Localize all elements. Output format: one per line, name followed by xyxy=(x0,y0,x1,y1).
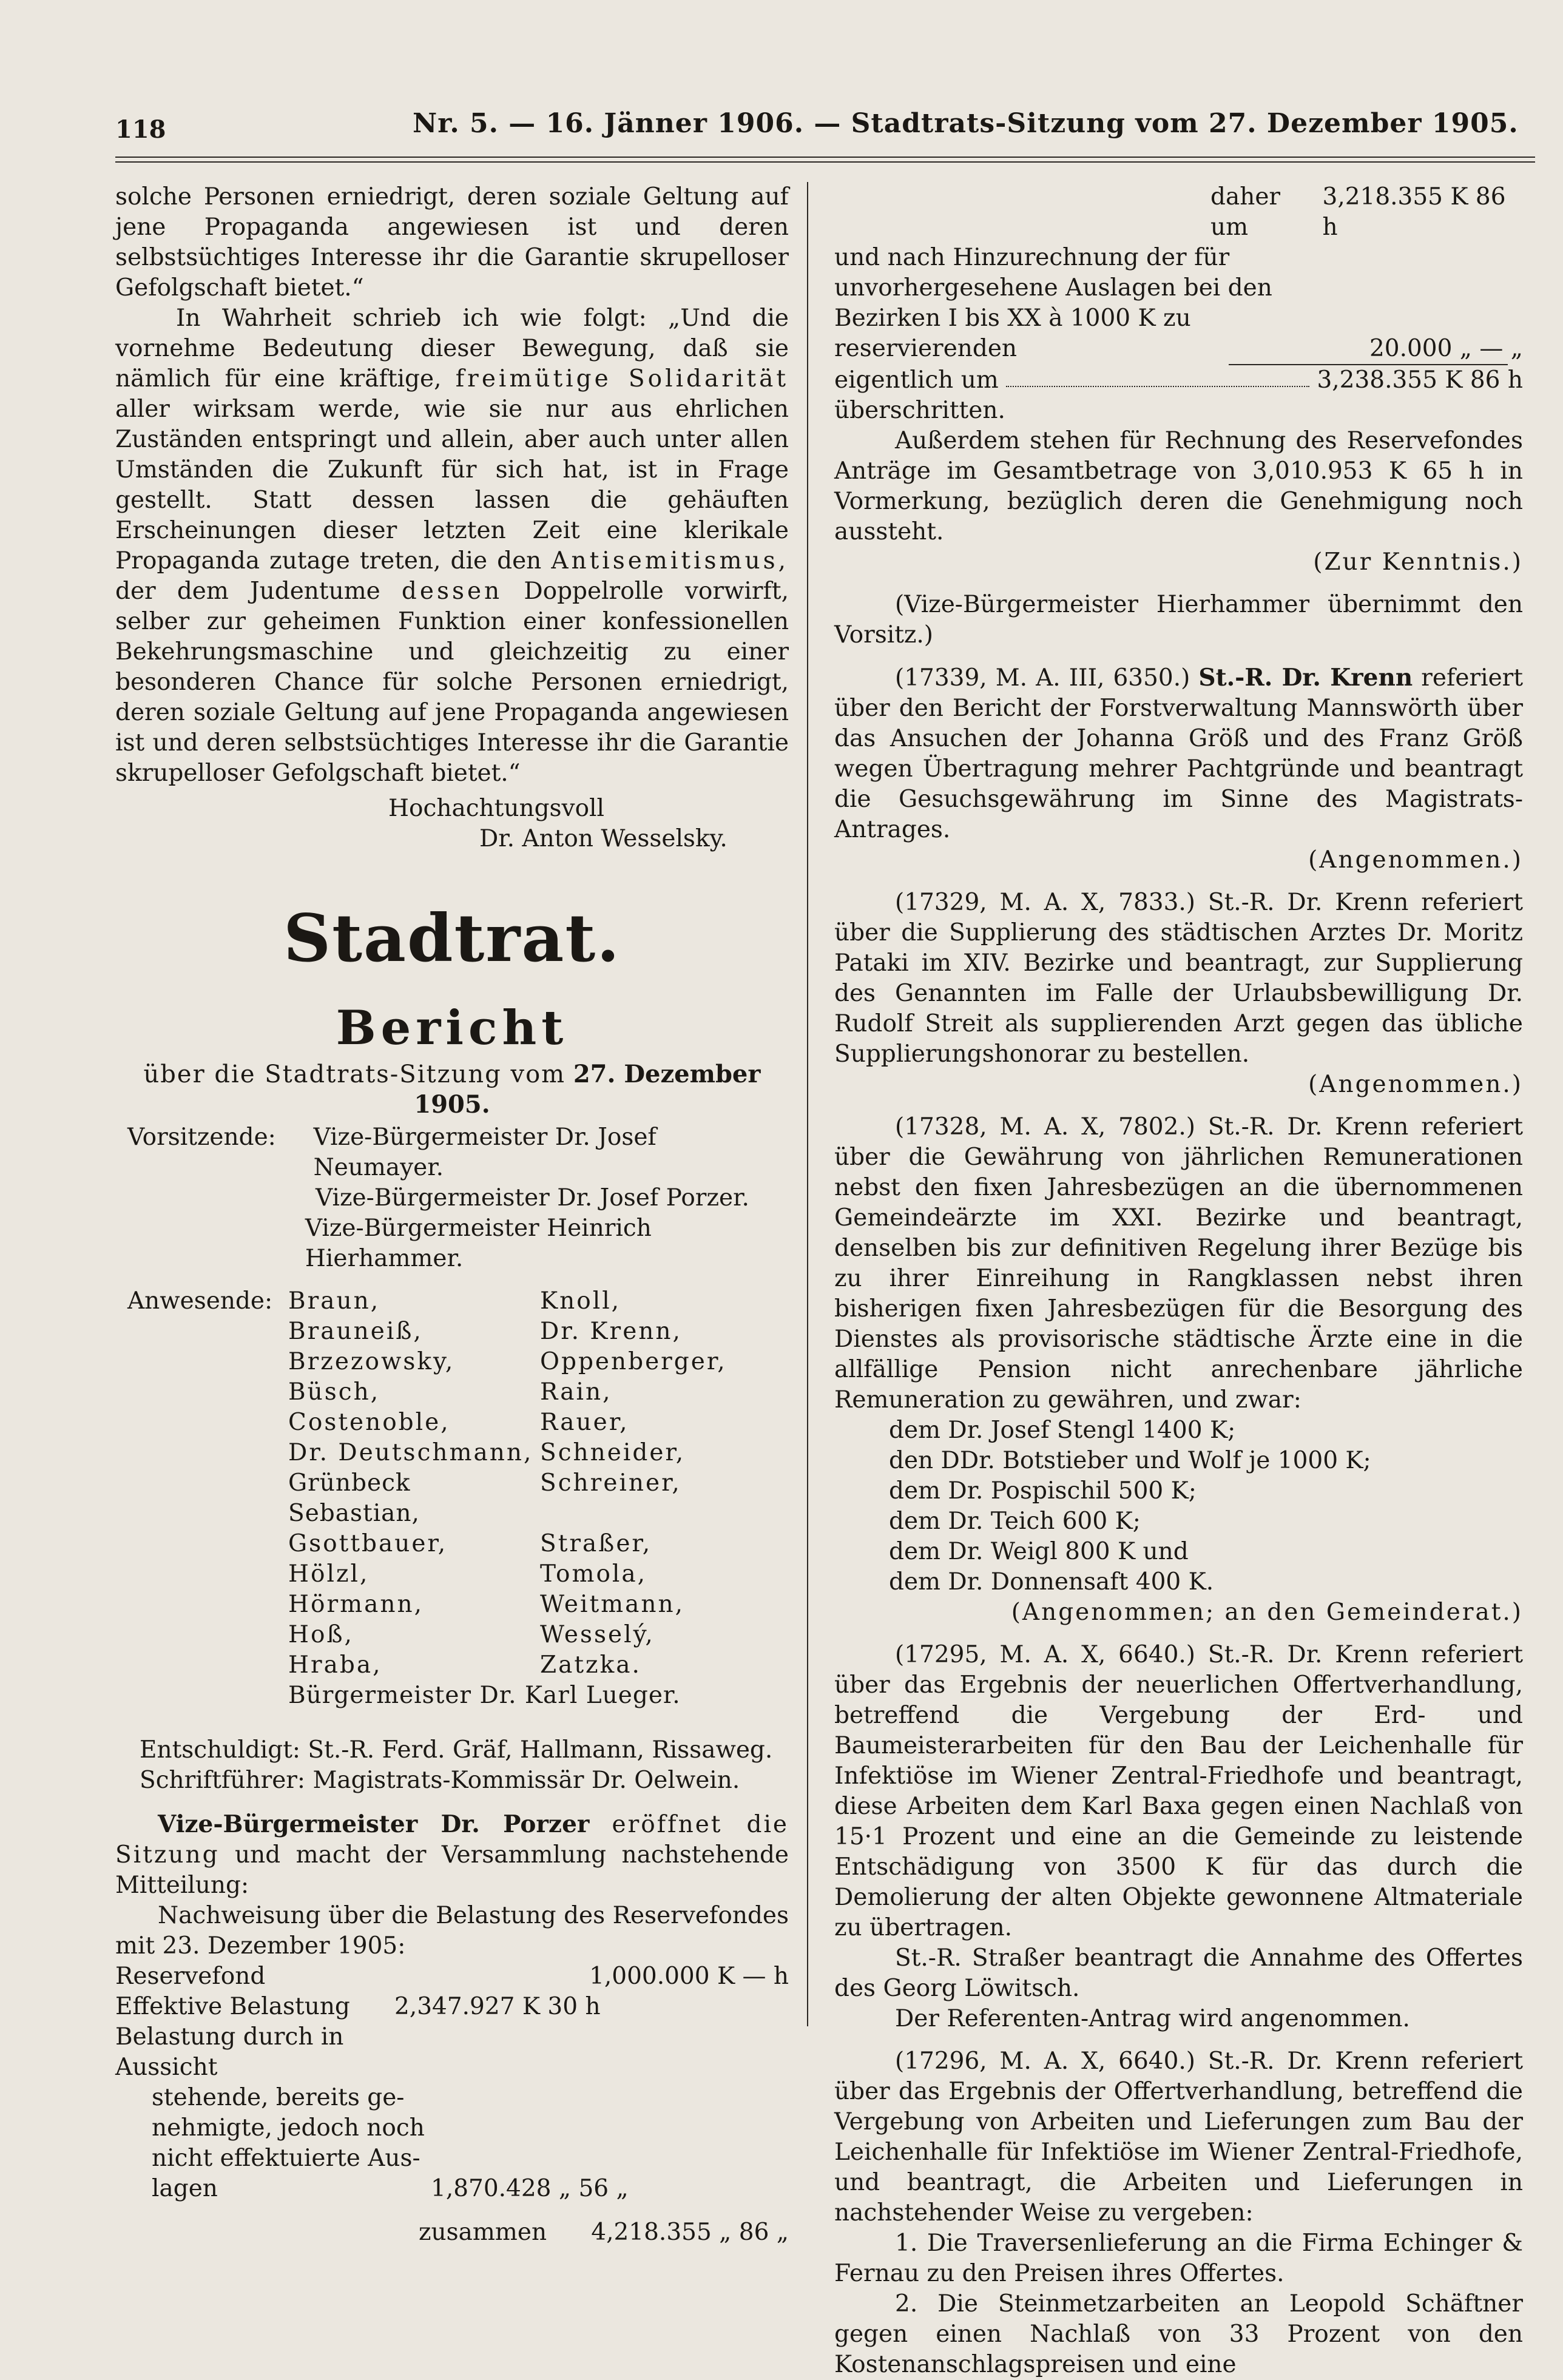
item-17295-motion: St.-R. Straßer beantragt die Annahme des Offertes des Georg Löwitsch. xyxy=(834,1944,1523,2002)
report-title: Bericht xyxy=(336,1000,569,1056)
pending-label: lagen xyxy=(152,2175,218,2202)
proof-heading: Nachweisung über die Belastung des Reservefondes mit 23. Dezember 1905: xyxy=(115,1902,789,1960)
attendee: Hoß, xyxy=(288,1621,354,1648)
running-header: Nr. 5. — 16. Jänner 1906. — Stadtrats-Sitzung vom 27. Dezember 1905. xyxy=(413,108,1519,139)
attendee: Weitmann, xyxy=(540,1591,684,1618)
effective-amount: 2,347.927 K 30 h xyxy=(394,1993,601,2020)
item-17296-point-1: 1. Die Traversenlieferung an die Firma Echinger & Fernau zu den Preisen ihres Offertes. xyxy=(834,2230,1523,2287)
header-rule xyxy=(115,157,1535,163)
secretary: Schriftführer: Magistrats-Kommissär Dr. Oelwein. xyxy=(140,1767,740,1794)
reserve-label: Reservefond xyxy=(115,1963,266,1990)
left-column xyxy=(115,182,789,2248)
actual-amount: 3,238.355 K 86 h xyxy=(1317,366,1523,394)
attendees-block xyxy=(115,1286,789,1711)
note-accepted: (Angenommen.) xyxy=(1308,1071,1523,1098)
attendee: Hörmann, xyxy=(288,1591,424,1618)
reserve-amount: 1,000.000 K — h xyxy=(589,1963,789,1990)
attendee: Dr. Deutschmann, xyxy=(288,1439,533,1466)
letter-closing: Hochachtungsvoll xyxy=(388,795,605,822)
attendee: Knoll, xyxy=(540,1287,621,1315)
effective-label: Effektive Belastung xyxy=(115,1993,350,2020)
chair-change: (Vize-Bürgermeister Hierhammer übernimmt den Vorsitz.) xyxy=(834,591,1523,649)
chair-1: Vize-Bürgermeister Dr. Josef Neumayer. xyxy=(313,1124,657,1181)
opening-paragraph: Vize-Bürgermeister Dr. Porzer eröffnet die Sitzung und macht der Versammlung nachstehende Mitteilung: xyxy=(115,1810,789,1899)
list-item: dem Dr. Teich 600 K; xyxy=(889,1508,1141,1535)
note-acknowledged: (Zur Kenntnis.) xyxy=(1313,548,1523,576)
right-column xyxy=(834,182,1523,2380)
mayor: Bürgermeister Dr. Karl Lueger. xyxy=(288,1682,681,1709)
item-17296: (17296, M. A. X, 6640.) St.-R. Dr. Krenn referiert über das Ergebnis der Offertverhandlung, betreffend die Vergebung von Arbeiten und Lieferungen zum Bau der Leichenhalle für Infektiöse im Wiener Zentral-Friedhofe, und beantragt, die Arbeiten und Lieferungen in nachstehender Weise zu vergeben: xyxy=(834,2048,1523,2227)
attendee: Büsch, xyxy=(288,1378,380,1406)
note-accepted-council: (Angenommen; an den Gemeinderat.) xyxy=(1011,1599,1523,1626)
unforeseen-amount: 20.000 „ — „ xyxy=(1369,335,1523,362)
attendee: Straßer, xyxy=(540,1530,652,1557)
attendee: Wesselý, xyxy=(540,1621,655,1648)
pending-applications: Außerdem stehen für Rechnung des Reservefondes Anträge im Gesamtbetrage von 3,010.953 K 65 h in Vormerkung, bezüglich deren die Genehmigung noch aussteht. xyxy=(834,427,1523,545)
section-title: Stadtrat. xyxy=(283,900,621,977)
attendee: Brauneiß, xyxy=(288,1318,423,1345)
note-accepted: (Angenommen.) xyxy=(1308,846,1523,874)
list-item: dem Dr. Josef Stengl 1400 K; xyxy=(889,1417,1236,1444)
attendee: Oppenberger, xyxy=(540,1348,727,1375)
page-number: 118 xyxy=(115,115,166,144)
attendee: Schreiner, xyxy=(540,1469,681,1497)
total-label: zusammen xyxy=(419,2219,547,2246)
attendee: Hraba, xyxy=(288,1651,382,1679)
overrun-amount: 3,218.355 K 86 h xyxy=(1322,183,1506,241)
report-subtitle: über die Stadtrats-Sitzung vom 27. Dezember 1905. xyxy=(143,1060,761,1119)
letter-paragraph-1: solche Personen erniedrigt, deren soziale Geltung auf jene Propaganda angewiesen ist und deren selbstsüchtiges Interesse ihr die Garantie skrupelloser Gefolgschaft bietet.“ xyxy=(115,183,789,302)
chairs-block xyxy=(115,1122,789,1274)
attendee: Gsottbauer, xyxy=(288,1530,448,1557)
item-17296-point-2: 2. Die Steinmetzarbeiten an Leopold Schäftner gegen einen Nachlaß von 33 Prozent von den Kostenanschlagspreisen und eine xyxy=(834,2290,1523,2378)
letter-paragraph-2: In Wahrheit schrieb ich wie folgt: „Und die vornehme Bedeutung dieser Bewegung, daß sie nämlich für eine kräftige, freimütige Solidarität aller wirksam werde, wie sie nur aus ehrlichen Zuständen entspringt und allein, aber auch unter allen Umständen die Zukunft für sich hat, ist in Frage gestellt. Statt dessen lassen die gehäuften Erscheinungen dieser letzten Zeit eine klerikale Propaganda zutage treten, die den Antisemitismus, der dem Judentume dessen Doppelrolle vorwirft, selber zur geheimen Funktion einer konfessionellen Bekehrungsmaschine und gleichzeitig zu einer besonderen Chance für solche Personen erniedrigt, deren soziale Geltung auf jene Propaganda angewiesen ist und deren selbstsüchtiges Interesse ihr die Garantie skrupelloser Gefolgschaft bietet.“ xyxy=(115,305,789,787)
attendee: Dr. Krenn, xyxy=(540,1318,682,1345)
list-item: den DDr. Botstieber und Wolf je 1000 K; xyxy=(889,1447,1371,1474)
list-item: dem Dr. Weigl 800 K und xyxy=(889,1538,1189,1565)
reserve-table: Reservefond 1,000.000 K — h Effektive Belastung 2,347.927 K 30 h Belastung durch in Aussicht stehende, bereits ge- nehmigte, jedoch noch nicht effektuierte Aus- lagen 1,870.428 „ 56 „ zusammen 4,218.355 „ 86 „ xyxy=(115,1961,789,2248)
attendee: Hölzl, xyxy=(288,1560,370,1588)
item-17329: (17329, M. A. X, 7833.) St.-R. Dr. Krenn referiert über die Supplierung des städtischen Arztes Dr. Moritz Pataki im XIV. Bezirke und beantragt, zur Supplierung des Genannten im Falle der Urlaubsbewilligung Dr. Rudolf Streit als supplierenden Arzt gegen das übliche Supplierungshonorar zu bestellen. xyxy=(834,889,1523,1068)
attendee: Braun, xyxy=(288,1287,380,1315)
list-item: dem Dr. Pospischil 500 K; xyxy=(889,1477,1197,1505)
total-amount: 4,218.355 „ 86 „ xyxy=(591,2219,789,2246)
actual-label: eigentlich um xyxy=(834,366,999,394)
unforeseen-text: und nach Hinzurechnung der für unvorhergesehene Auslagen bei den Bezirken I bis XX à 1000 K zu reservierenden xyxy=(834,244,1272,362)
overrun-tail: überschritten. xyxy=(834,397,1005,424)
attendee: Rain, xyxy=(540,1378,612,1406)
remuneration-list xyxy=(834,1415,1523,1597)
item-17295-result: Der Referenten-Antrag wird angenommen. xyxy=(895,2005,1410,2032)
excused: Entschuldigt: St.-R. Ferd. Gräf, Hallmann, Rissaweg. xyxy=(140,1736,773,1764)
attendee: Tomola, xyxy=(540,1560,647,1588)
column-divider xyxy=(807,182,808,2026)
item-17328: (17328, M. A. X, 7802.) St.-R. Dr. Krenn referiert über die Gewährung von jährlichen Remunerationen nebst den fixen Jahresbezügen an die übernommenen Gemeindeärzte im XXI. Bezirke und beantragt, denselben bis zur definitiven Regelung ihrer Bezüge bis zu ihrer Einreihung in Rangklassen nebst ihren bisherigen fixen Jahresbezügen für die Besorgung des Dienstes als provisorische städtische Ärzte eine in die allfällige Pension nicht anrechenbare jährliche Remuneration zu gewähren, und zwar: xyxy=(834,1113,1523,1414)
pending-amount: 1,870.428 „ 56 „ xyxy=(431,2175,629,2202)
attendee: Costenoble, xyxy=(288,1409,450,1436)
attendee: Schneider, xyxy=(540,1439,686,1466)
list-item: dem Dr. Donnensaft 400 K. xyxy=(889,1568,1214,1596)
item-17295: (17295, M. A. X, 6640.) St.-R. Dr. Krenn referiert über das Ergebnis der neuerlichen Offertverhandlung, betreffend die Vergebung der Erd- und Baumeisterarbeiten für den Bau der Leichenhalle für Infektiöse im Wiener Zentral-Friedhofe und beantragt, diese Arbeiten dem Karl Baxa gegen einen Nachlaß von 15·1 Prozent und eine an die Gemeinde zu leistende Entschädigung von 3500 K für das durch die Demolierung der alten Objekte gewonnene Altmateriale zu übertragen. xyxy=(834,1641,1523,1941)
attendee: Grünbeck Sebastian, xyxy=(288,1469,420,1527)
chairs-label: Vorsitzende: xyxy=(127,1124,276,1151)
attendee: Brzezowsky, xyxy=(288,1348,455,1375)
letter-signature: Dr. Anton Wesselsky. xyxy=(479,825,727,852)
chair-2: Vize-Bürgermeister Dr. Josef Porzer. xyxy=(316,1184,749,1212)
attendee: Rauer, xyxy=(540,1409,629,1436)
item-17339: (17339, M. A. III, 6350.) St.-R. Dr. Krenn referiert über den Bericht der Forstverwaltung Mannswörth über das Ansuchen der Johanna Größ und des Franz Größ wegen Übertragung mehrer Pachtgründe und beantragt die Gesuchsgewährung im Sinne des Magistrats-Antrages. xyxy=(834,664,1523,843)
present-label: Anwesende: xyxy=(127,1287,273,1315)
attendee: Zatzka. xyxy=(540,1651,641,1679)
chair-3: Vize-Bürgermeister Heinrich Hierhammer. xyxy=(305,1215,652,1272)
overrun-label: daher um xyxy=(1210,183,1281,241)
